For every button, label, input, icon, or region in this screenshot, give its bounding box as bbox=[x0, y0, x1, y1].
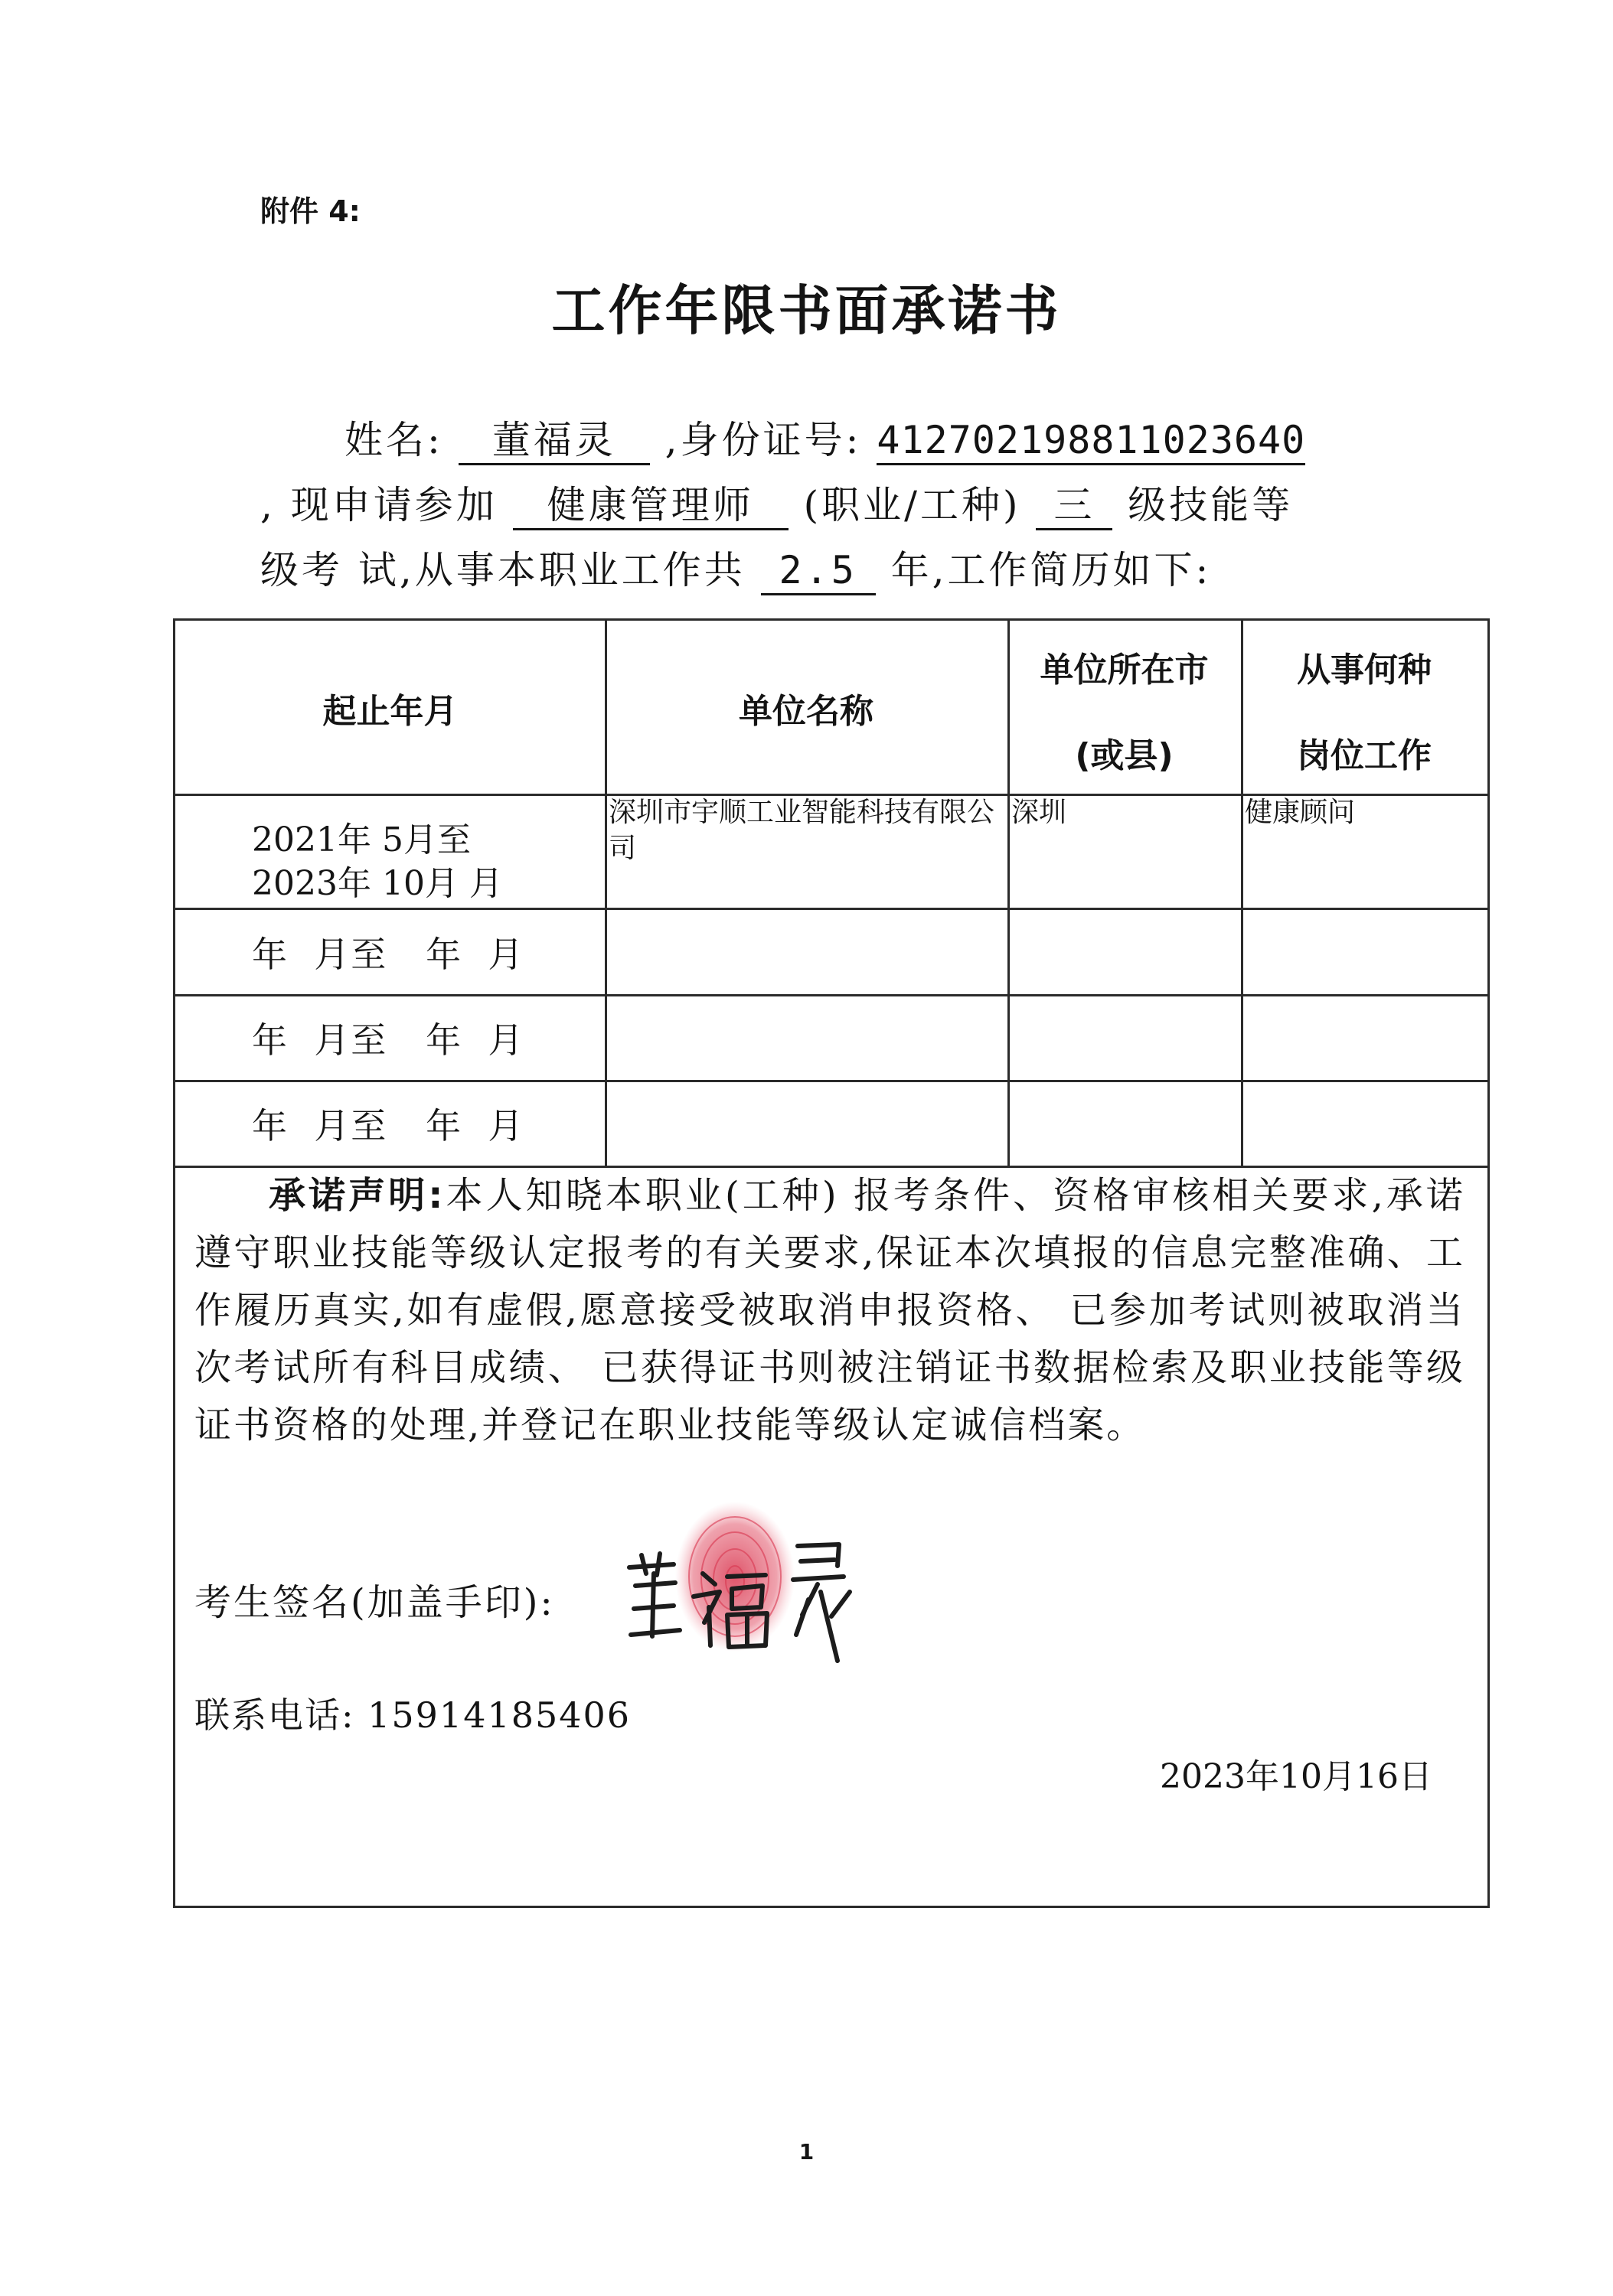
statement-label: 承诺声明: bbox=[268, 1174, 446, 1217]
id-number-value: 412702198811023640 bbox=[877, 419, 1305, 465]
attachment-label: 附件 4: bbox=[260, 194, 361, 228]
occupation-suffix: (职业/工种) bbox=[803, 483, 1021, 527]
occupation-value: 健康管理师 bbox=[513, 484, 789, 530]
table-col-divider bbox=[1241, 621, 1243, 1168]
phone-label: 联系电话: bbox=[194, 1694, 355, 1736]
row1-city: 深圳 bbox=[1011, 797, 1067, 828]
level-suffix: 级技能等 bbox=[1128, 483, 1294, 527]
header-city-line2: (或县) bbox=[1075, 736, 1174, 775]
line3-suffix: 年,工作简历如下: bbox=[890, 548, 1212, 592]
signature-line bbox=[194, 1573, 555, 1626]
form-line-3 bbox=[260, 540, 1211, 595]
row1-start: 2021年 5月至 bbox=[252, 820, 471, 859]
header-employer: 单位名称 bbox=[739, 692, 873, 731]
sign-date: 2023年10月16日 bbox=[1160, 1757, 1432, 1796]
years-value: 2.5 bbox=[761, 549, 876, 595]
form-line-2 bbox=[260, 475, 1293, 530]
name-label: 姓名: bbox=[344, 418, 443, 462]
page-number: 1 bbox=[798, 2139, 815, 2164]
level-value: 三 bbox=[1036, 484, 1112, 530]
line3-prefix: 级考 试,从事本职业工作共 bbox=[260, 548, 746, 592]
table-row-divider bbox=[175, 1080, 1487, 1082]
signature-label: 考生签名(加盖手印): bbox=[194, 1581, 555, 1624]
header-period: 起止年月 bbox=[322, 692, 458, 731]
row3-period: 年 月至 年 月 bbox=[252, 1019, 525, 1061]
header-position-line1: 从事何种 bbox=[1297, 651, 1432, 690]
document-title: 工作年限书面承诺书 bbox=[551, 279, 1062, 342]
signature-fingerprint-image bbox=[620, 1500, 896, 1668]
header-position-line2: 岗位工作 bbox=[1297, 736, 1432, 775]
row4-period: 年 月至 年 月 bbox=[252, 1105, 525, 1146]
form-line-1 bbox=[344, 409, 1305, 465]
statement-text: 本人知晓本职业(工种) 报考条件、资格审核相关要求,承诺遵守职业技能等级认定报考的有关要求,保证本次填报的信息完整准确、工作履历真实,如有虚假,愿意接受被取消申报资格、 已参加考试则被取消当次考试所有科目成绩、 已获得证书则被注销证书数据检索及职业技能等级证书资格的处理,并登记在职业技能等级认定诚信档案。 bbox=[194, 1174, 1465, 1446]
row1-employer: 深圳市宇顺工业智能科技有限公司 bbox=[609, 797, 995, 864]
phone-value: 15914185406 bbox=[367, 1694, 632, 1736]
table-row-divider bbox=[175, 908, 1487, 910]
commitment-statement bbox=[194, 1167, 1465, 1454]
table-col-divider bbox=[1007, 621, 1010, 1168]
row2-period: 年 月至 年 月 bbox=[252, 934, 525, 975]
contact-line bbox=[194, 1688, 631, 1738]
name-value: 董福灵 bbox=[459, 419, 650, 465]
header-city-line1: 单位所在市 bbox=[1040, 651, 1209, 690]
apply-prefix: , 现申请参加 bbox=[260, 483, 498, 527]
row1-end: 2023年 10月 月 bbox=[252, 864, 503, 903]
table-row-divider bbox=[175, 994, 1487, 996]
id-label: ,身份证号: bbox=[664, 418, 862, 462]
row1-position: 健康顾问 bbox=[1245, 797, 1356, 828]
